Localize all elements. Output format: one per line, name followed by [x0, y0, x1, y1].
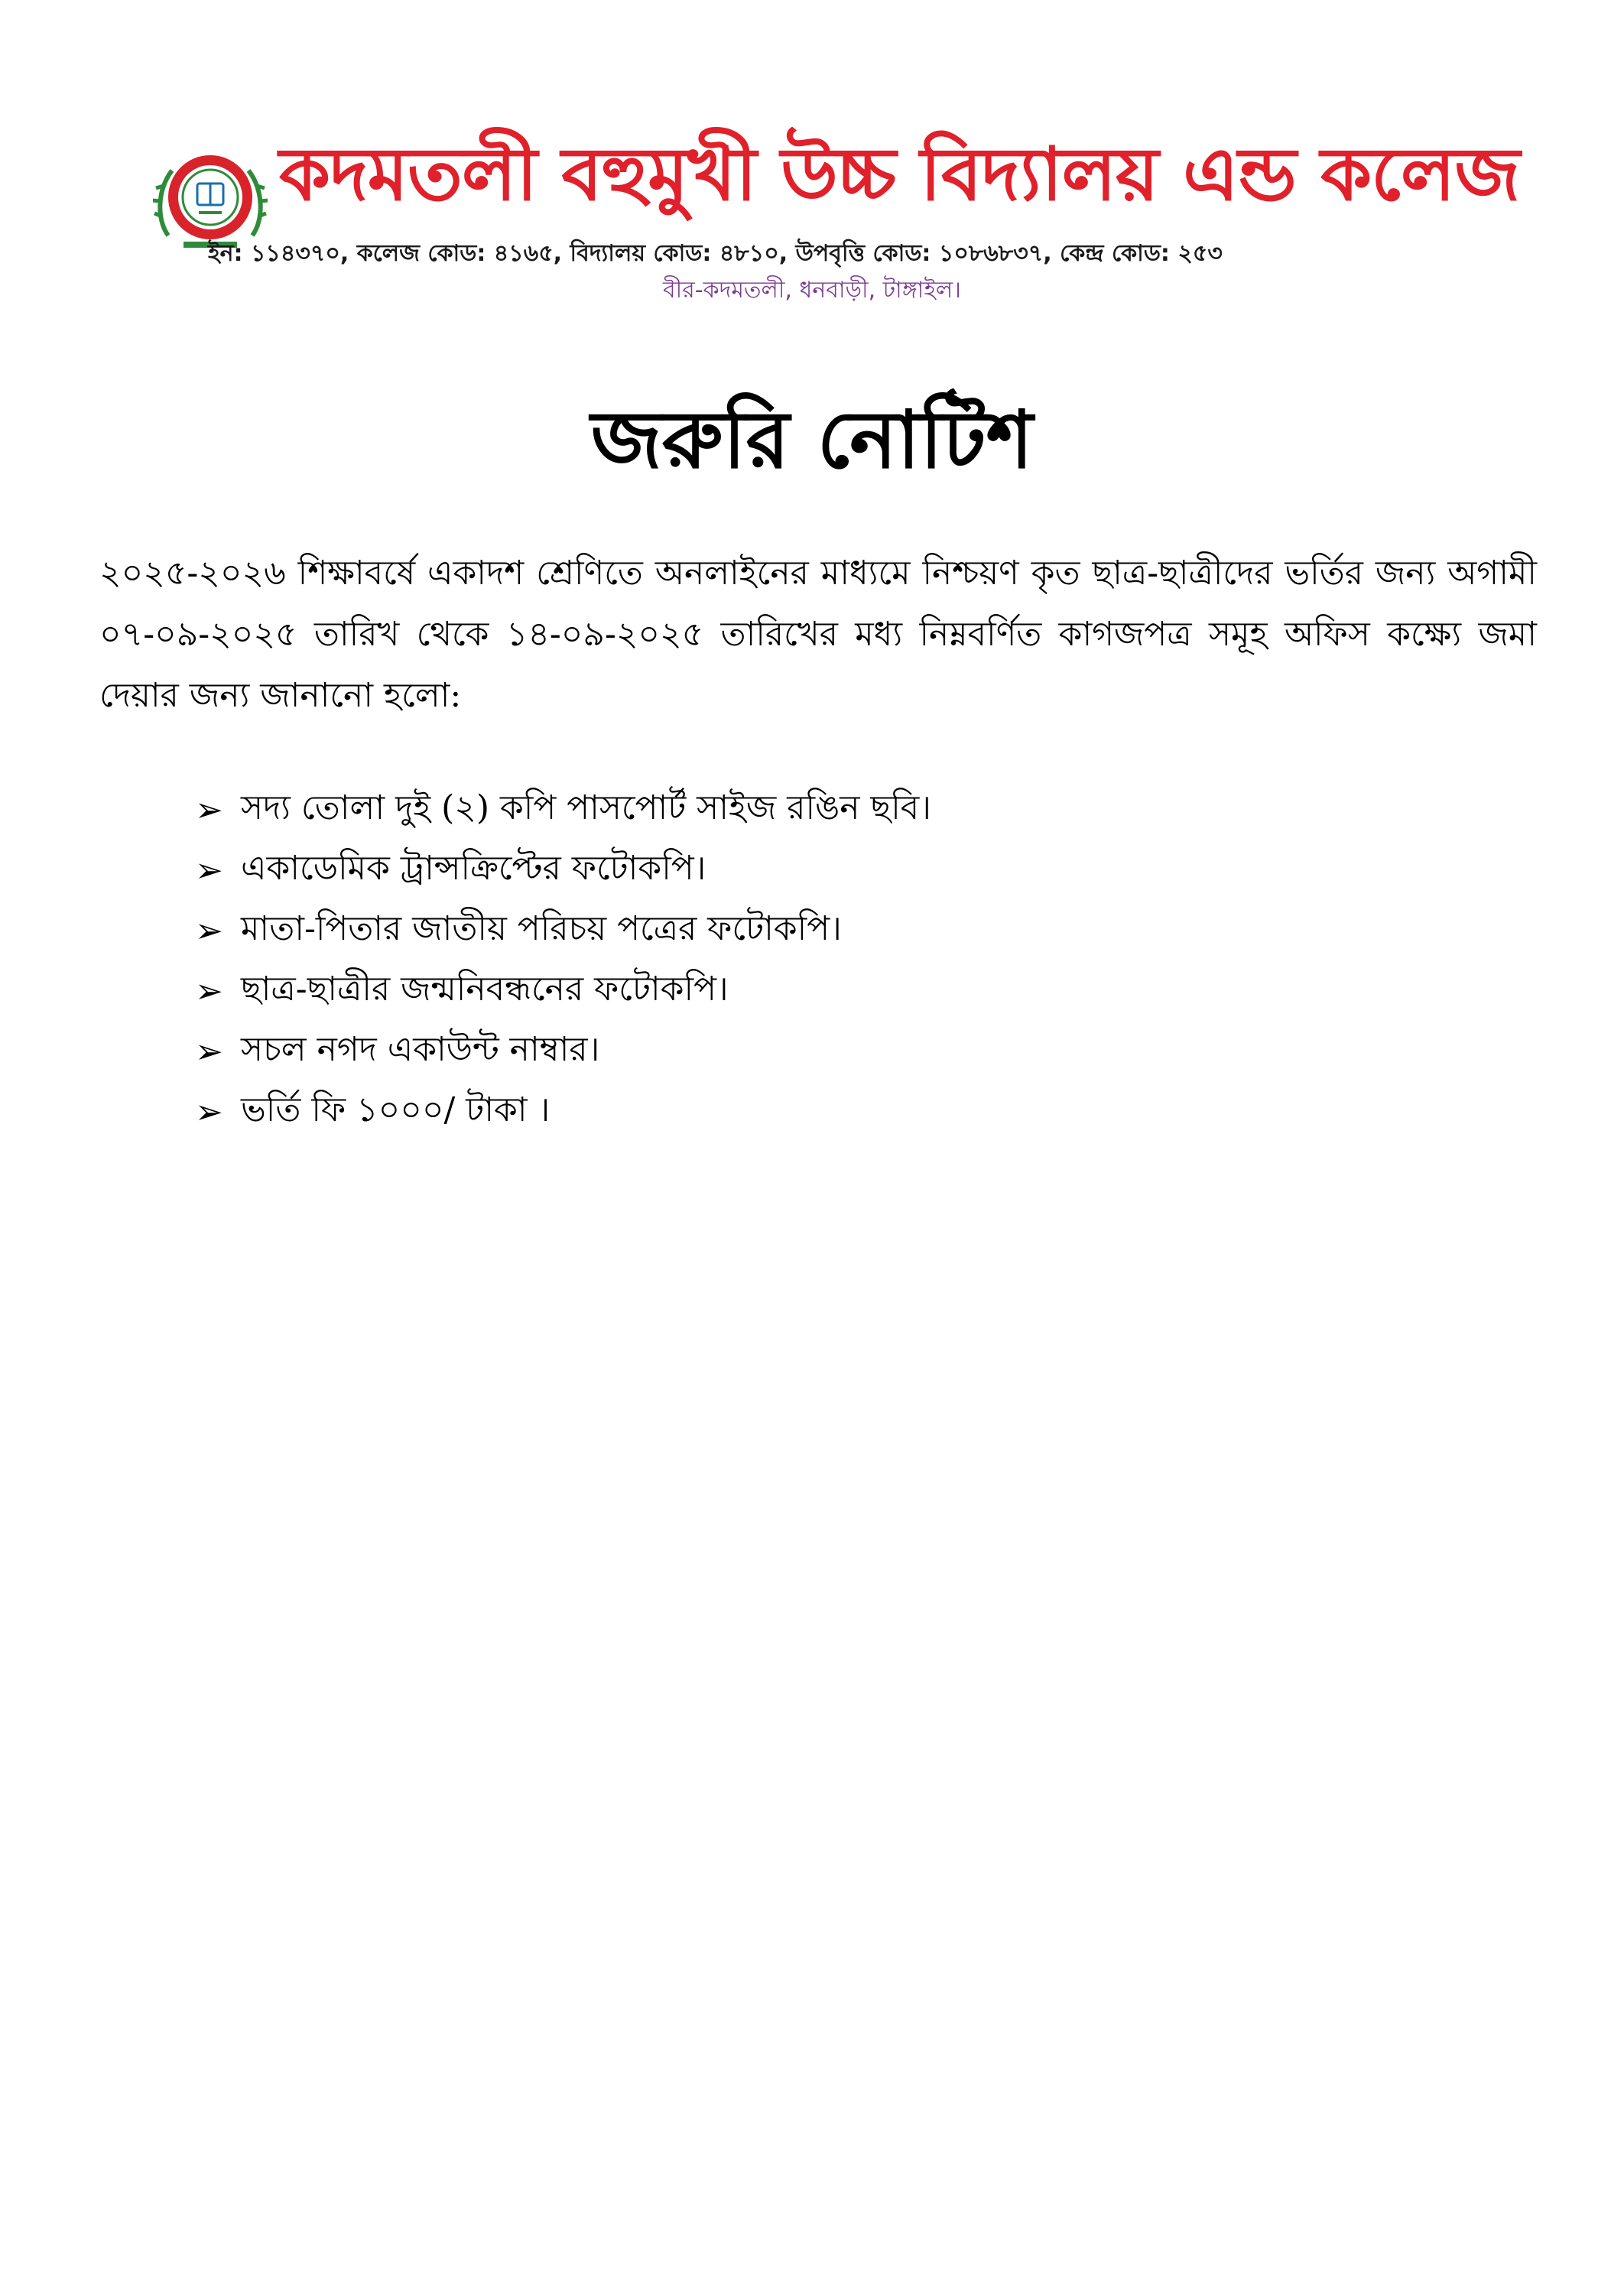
- arrow-bullet-icon: ➢: [195, 1092, 223, 1132]
- requirement-text: ছাত্র-ছাত্রীর জন্মনিবন্ধনের ফটোকপি।: [241, 970, 729, 1009]
- requirement-text: সদ্য তোলা দুই (২) কপি পাসপোর্ট সাইজ রঙিন ছবি।: [241, 788, 932, 827]
- school-address: বীর-কদমতলী, ধনবাড়ী, টাঙ্গাইল।: [662, 277, 962, 304]
- requirement-text: ভর্তি ফি ১০০০/ টাকা ।: [241, 1090, 551, 1129]
- list-item: [195, 1022, 1495, 1082]
- requirement-text: মাতা-পিতার জাতীয় পরিচয় পত্রের ফটোকপি।: [241, 909, 842, 948]
- list-item: [195, 1082, 1495, 1142]
- institution-codes: ইন: ১১৪৩৭০, কলেজ কোড: ৪১৬৫, বিদ্যালয় কোড: ৪৮১০, উপবৃত্তি কোড: ১০৮৬৮৩৭, কেন্দ্র কোড: ২৫৩: [208, 240, 1223, 267]
- school-name: কদমতলী বহুমুখী উচ্চ বিদ্যালয় এন্ড কলেজ: [279, 132, 1520, 217]
- arrow-bullet-icon: ➢: [195, 911, 223, 950]
- list-item: [195, 961, 1495, 1022]
- requirement-text: সচল নগদ একাউন্ট নাম্বার।: [241, 1030, 600, 1069]
- arrow-bullet-icon: ➢: [195, 1032, 223, 1071]
- letterhead: [0, 122, 1624, 321]
- requirement-text: একাডেমিক ট্রান্সক্রিপ্টের ফটোকপি।: [241, 849, 706, 888]
- notice-title: জরুরি নোটিশ: [590, 393, 1034, 486]
- requirements-list: [195, 780, 1495, 1142]
- notice-intro-paragraph: ২০২৫-২০২৬ শিক্ষাবর্ষে একাদশ শ্রেণিতে অনলাইনের মাধ্যমে নিশ্চয়ণ কৃত ছাত্র-ছাত্রীদের ভর্তির জন্য অগামী ০৭-০৯-২০২৫ তারিখ থেকে ১৪-০৯-২০২৫ তারিখের মধ্য নিম্নবর্ণিত কাগজপত্র সমূহ অফিস কক্ষ্যে জমা দেয়ার জন্য জানানো হলো:: [99, 554, 1537, 715]
- arrow-bullet-icon: ➢: [195, 971, 223, 1011]
- list-item: [195, 840, 1495, 901]
- list-item: [195, 901, 1495, 961]
- list-item: [195, 780, 1495, 840]
- arrow-bullet-icon: ➢: [195, 850, 223, 890]
- arrow-bullet-icon: ➢: [195, 790, 223, 830]
